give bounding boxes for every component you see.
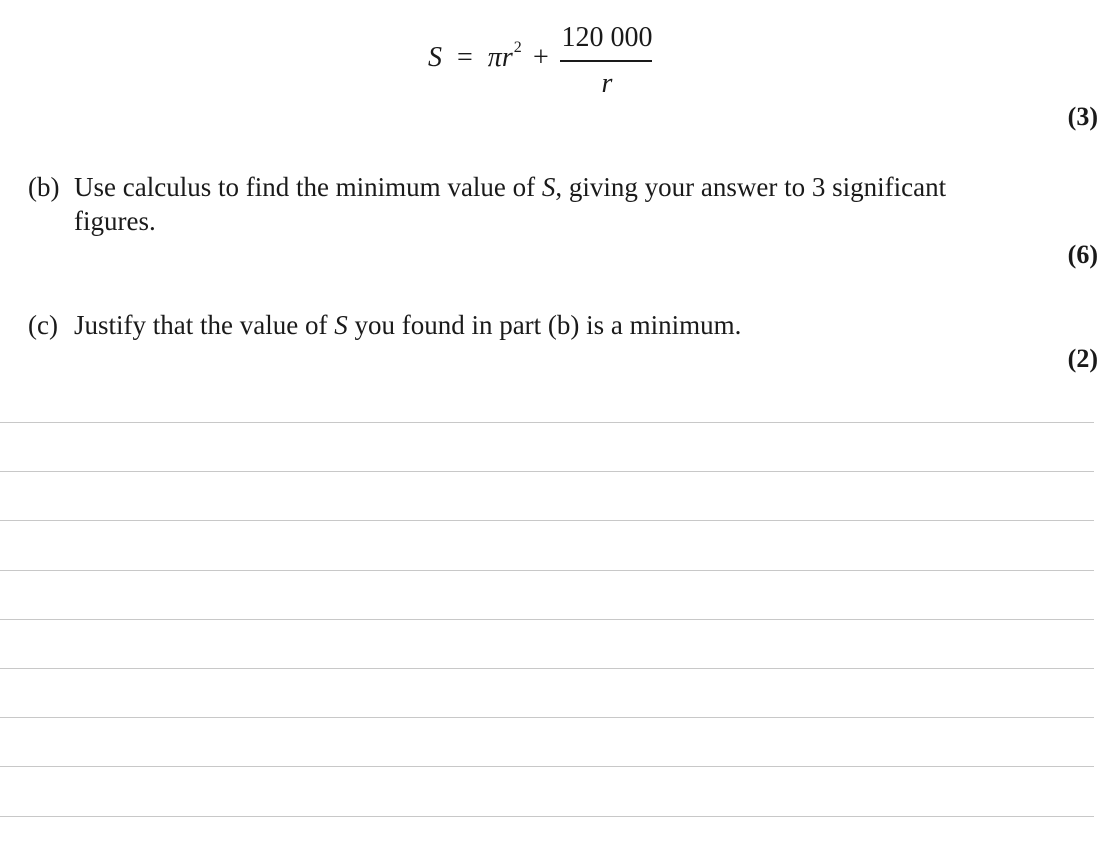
- formula-plus: +: [533, 42, 549, 73]
- marks-part-c: (2): [1067, 344, 1098, 373]
- answer-line: [0, 520, 1094, 521]
- part-c-text-1: Justify that the value of: [74, 310, 335, 340]
- answer-line: [0, 422, 1094, 423]
- answer-line: [0, 570, 1094, 571]
- question-part-c: [28, 308, 741, 342]
- answer-line: [0, 668, 1094, 669]
- formula-lhs: [428, 39, 522, 74]
- marks-part-b: (6): [1067, 240, 1098, 269]
- fraction-bar: [560, 60, 652, 62]
- formula: [428, 22, 668, 102]
- part-b-text-2: , giving your answer to 3 significant: [555, 172, 947, 202]
- part-b-text-1: Use calculus to find the minimum value of: [74, 172, 542, 202]
- formula-numerator: 120 000: [561, 22, 653, 53]
- part-b-text-3: figures.: [74, 206, 156, 236]
- formula-exponent: 2: [513, 39, 522, 56]
- answer-line: [0, 619, 1094, 620]
- answer-line: [0, 766, 1094, 767]
- part-c-label: (c): [28, 310, 58, 340]
- part-c-var: S: [334, 310, 348, 340]
- part-b-label: (b): [28, 172, 60, 202]
- formula-equals: =: [457, 42, 473, 73]
- formula-var-s: S: [428, 42, 442, 73]
- answer-line: [0, 816, 1094, 817]
- answer-line: [0, 471, 1094, 472]
- answer-line: [0, 717, 1094, 718]
- part-c-text-2: you found in part (b) is a minimum.: [347, 310, 742, 340]
- marks-part-a: (3): [1067, 102, 1098, 131]
- part-b-var: S: [541, 172, 556, 202]
- formula-denominator: r: [601, 68, 613, 99]
- formula-pi-r: πr: [487, 42, 513, 73]
- question-part-b: [28, 170, 946, 238]
